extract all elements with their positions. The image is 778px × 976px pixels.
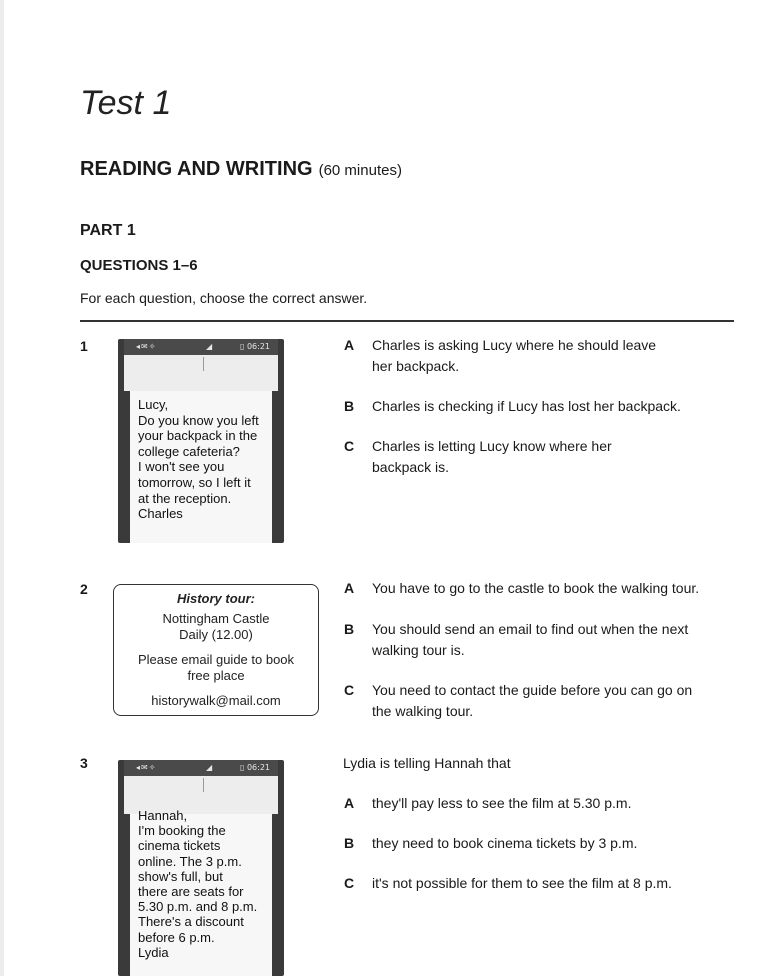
- text-message: [138, 397, 259, 522]
- option-text: they'll pay less to see the film at 5.30 p.m.: [372, 795, 632, 811]
- section-duration: (60 minutes): [318, 162, 402, 179]
- message-line: show's full, but: [138, 868, 223, 884]
- option-text: it's not possible for them to see the film at 8 p.m.: [372, 875, 672, 891]
- option-letter: B: [344, 398, 355, 414]
- battery-icon: ▯: [239, 342, 245, 351]
- option-text: You need to contact the guide before you can go on: [372, 682, 693, 698]
- part-heading: PART 1: [80, 222, 136, 239]
- message-line: Lydia: [138, 944, 169, 960]
- message-line: 5.30 p.m. and 8 p.m.: [138, 899, 258, 915]
- option-letter: C: [344, 682, 355, 698]
- message-line: online. The 3 p.m.: [138, 853, 242, 869]
- option-text: backpack is.: [372, 459, 450, 475]
- option-letter: C: [344, 875, 355, 891]
- instruction-text: For each question, choose the correct answer.: [80, 290, 368, 306]
- option-letter: B: [344, 835, 355, 851]
- option-text: You should send an email to find out when the next: [372, 621, 689, 637]
- signal-icon: ◢: [206, 342, 213, 351]
- option-text: her backpack.: [372, 358, 460, 374]
- option-letter: B: [344, 621, 355, 637]
- phone-header: [124, 355, 278, 391]
- notice-email-line: Please email guide to book: [137, 652, 295, 667]
- notice-email: historywalk@mail.com: [151, 693, 281, 708]
- notice-time: Daily (12.00): [179, 627, 253, 642]
- phone-status-bar: [124, 760, 278, 776]
- option-text: they need to book cinema tickets by 3 p.m.: [372, 835, 638, 851]
- message-line: Hannah,: [138, 808, 188, 823]
- divider-rule: [80, 320, 734, 322]
- message-line: Do you know you left: [138, 412, 259, 428]
- battery-icon: ▯: [239, 763, 245, 772]
- phone-message-1: [118, 339, 284, 543]
- page-edge: [0, 0, 4, 976]
- message-line: there are seats for: [138, 884, 244, 900]
- question-number-1: 1: [80, 338, 88, 354]
- section-title: READING AND WRITING: [80, 158, 313, 180]
- phone-message-3: [118, 760, 284, 976]
- option-letter: C: [344, 438, 355, 454]
- section-heading: [80, 158, 402, 181]
- text-message: [138, 808, 257, 960]
- notice-email-line: free place: [187, 668, 245, 683]
- message-line: college cafeteria?: [138, 443, 240, 459]
- phone-screen: [130, 391, 272, 543]
- message-line: There's a discount: [138, 914, 244, 930]
- clock: [240, 763, 270, 772]
- header-divider: [203, 778, 204, 792]
- message-line: Lucy,: [138, 397, 169, 412]
- status-icons: ◂✉✧: [136, 763, 157, 772]
- signal-icon: ◢: [206, 763, 213, 772]
- test-title: Test 1: [80, 84, 172, 122]
- option-text: walking tour is.: [372, 642, 465, 658]
- message-line: at the reception.: [138, 490, 232, 506]
- option-text: Charles is letting Lucy know where her: [372, 438, 612, 454]
- message-line: I won't see you: [138, 459, 225, 475]
- question-number-2: 2: [80, 581, 88, 597]
- tour-notice: [113, 584, 319, 716]
- question-number-3: 3: [80, 755, 88, 771]
- questions-heading: QUESTIONS 1–6: [80, 257, 198, 274]
- option-letter: A: [344, 337, 355, 353]
- clock: [240, 342, 270, 351]
- question-3-lead: Lydia is telling Hannah that: [343, 755, 511, 771]
- phone-time: 06:21: [246, 342, 270, 351]
- notice-title: History tour:: [177, 591, 255, 606]
- message-line: before 6 p.m.: [138, 929, 215, 945]
- phone-status-bar: [124, 339, 278, 355]
- message-line: your backpack in the: [138, 428, 258, 444]
- message-line: cinema tickets: [138, 838, 221, 854]
- phone-time: 06:21: [246, 763, 270, 772]
- option-letter: A: [344, 580, 355, 596]
- status-icons: ◂✉✧: [136, 342, 157, 351]
- option-text: Charles is checking if Lucy has lost her backpack.: [372, 398, 681, 414]
- message-line: Charles: [138, 506, 183, 522]
- option-letter: A: [344, 795, 355, 811]
- header-divider: [203, 357, 204, 371]
- option-text: the walking tour.: [372, 703, 474, 719]
- message-line: I'm booking the: [138, 823, 226, 839]
- option-text: You have to go to the castle to book the walking tour.: [372, 580, 700, 596]
- option-text: Charles is asking Lucy where he should leave: [372, 337, 657, 353]
- message-line: tomorrow, so I left it: [138, 474, 251, 490]
- phone-screen: [130, 808, 272, 976]
- notice-place: Nottingham Castle: [162, 611, 270, 626]
